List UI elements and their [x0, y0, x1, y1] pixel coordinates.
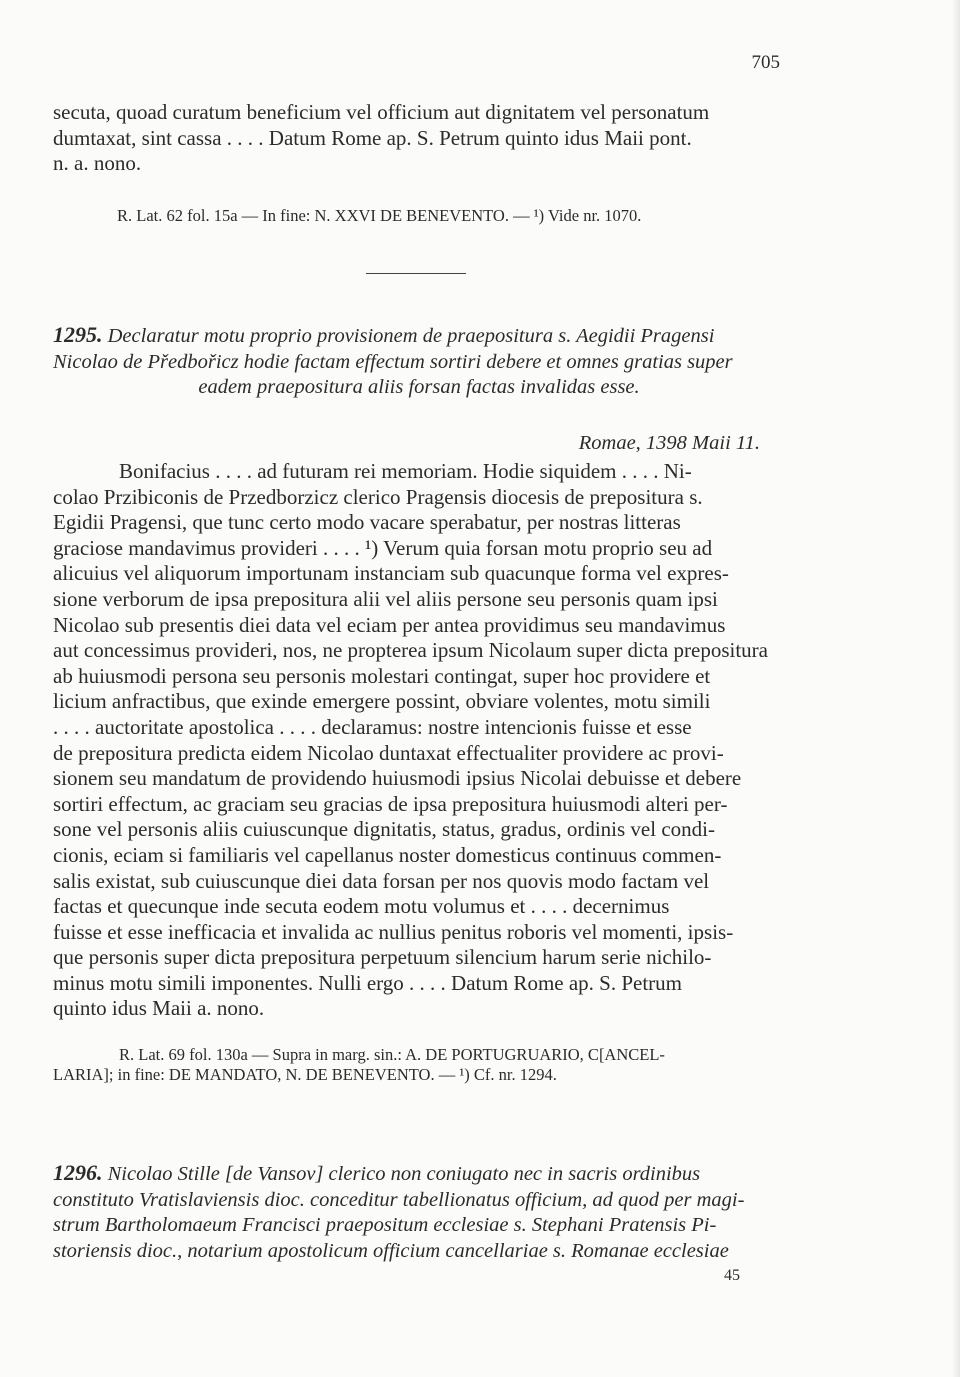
text-line: sortiri effectum, ac graciam seu gracias de ipsa prepositura huiusmodi alteri per-	[53, 791, 728, 816]
text-line: sone vel personis aliis cuiuscunque dignitatis, status, gradus, ordinis vel condi-	[53, 817, 715, 842]
signature-mark: 45	[724, 1267, 740, 1284]
text-line: Bonifacius . . . . ad futuram rei memoriam. Hodie siquidem . . . . Ni-	[119, 459, 692, 483]
entry-1296-heading	[53, 1160, 785, 1264]
text-line: factas et quecunque inde secuta eodem motu volumus et . . . . decernimus	[53, 894, 670, 919]
text-line: sione verborum de ipsa prepositura alii vel aliis persone seu personis quam ipsi	[53, 586, 718, 611]
heading-text: Declaratur motu proprio provisionem de praepositura s. Aegidii Pragensi	[107, 325, 715, 347]
source-reference: R. Lat. 62 fol. 15a — In fine: N. XXVI DE BENEVENTO. — ¹) Vide nr. 1070.	[117, 206, 642, 225]
heading-line: storiensis dioc., notarium apostolicum officium cancellariae s. Romanae ecclesiae	[53, 1239, 729, 1262]
heading-text: Nicolao Stille [de Vansov] clerico non coniugato nec in sacris ordinibus	[107, 1163, 701, 1185]
section-divider	[366, 273, 466, 274]
text-line: cionis, eciam si familiaris vel capellanus noster domesticus continuus commen-	[53, 842, 722, 867]
page-edge-shadow	[952, 0, 960, 1377]
text-line: Egidii Pragensi, que tunc certo modo vacare sperabatur, per nostras litteras	[53, 510, 681, 535]
text-line: minus motu simili imponentes. Nulli ergo . . . . Datum Rome ap. S. Petrum	[53, 970, 683, 995]
text-line: licium anfractibus, que exinde emergere possint, obviare volentes, motu simili	[53, 689, 711, 714]
entry-1295-body	[53, 459, 785, 1022]
text-line: graciose mandavimus provideri . . . . ¹) Verum quia forsan motu proprio seu ad	[53, 535, 713, 560]
text-line: salis existat, sub cuiuscunque diei data forsan per nos quovis modo factam vel	[53, 868, 710, 893]
text-line: . . . . auctoritate apostolica . . . . declaramus: nostre intencionis fuisse et esse	[53, 714, 692, 739]
continuation-text	[53, 100, 785, 177]
entry-number: 1295.	[53, 322, 103, 347]
text-line: secuta, quoad curatum beneficium vel officium aut dignitatem vel personatum	[53, 100, 710, 124]
reference-line: R. Lat. 69 fol. 130a — Supra in marg. sin.: A. DE PORTUGRUARIO, C[ANCEL-	[119, 1045, 665, 1064]
text-line: sionem seu mandatum de providendo huiusmodi ipsius Nicolai debuisse et debere	[53, 766, 742, 791]
text-line: alicuius vel aliquorum importunam instanciam sub quacunque forma vel expres-	[53, 561, 729, 586]
text-line: aut concessimus provideri, nos, ne propterea ipsum Nicolaum super dicta prepositura	[53, 638, 768, 663]
text-line: colao Przibiconis de Przedborzicz clerico Pragensis diocesis de prepositura s.	[53, 484, 703, 509]
entry-date: Romae, 1398 Maii 11.	[578, 432, 760, 454]
text-line: dumtaxat, sint cassa . . . . Datum Rome ap. S. Petrum quinto idus Maii pont.	[53, 125, 692, 150]
text-line: Nicolao sub presentis diei data vel eciam per antea providimus seu mandavimus	[53, 612, 726, 637]
heading-line: eadem praepositura aliis forsan factas invalidas esse.	[198, 376, 640, 398]
text-line: n. a. nono.	[53, 151, 142, 176]
entry-number: 1296.	[53, 1160, 103, 1185]
text-line: fuisse et esse inefficacia et invalida ac nullius penitus roboris vel momenti, ipsis-	[53, 919, 734, 944]
reference-line: LARIA]; in fine: DE MANDATO, N. DE BENEVENTO. — ¹) Cf. nr. 1294.	[53, 1065, 557, 1084]
heading-line: strum Bartholomaeum Francisci praepositum ecclesiae s. Stephani Pratensis Pi-	[53, 1214, 717, 1236]
page-number: 705	[751, 52, 780, 73]
heading-line: constituto Vratislaviensis dioc. conceditur tabellionatus officium, ad quod per magi-	[53, 1188, 745, 1211]
heading-line	[53, 1160, 785, 1188]
text-line: ab huiusmodi persona seu personis molestari contingat, super hoc providere et	[53, 663, 711, 688]
text-line: de prepositura predicta eidem Nicolao duntaxat effectualiter providere ac provi-	[53, 740, 724, 765]
entry-1295-reference	[53, 1045, 785, 1085]
entry-1295-heading	[53, 322, 785, 401]
text-line: que personis super dicta prepositura perpetuum silencium harum serie nichilo-	[53, 945, 712, 970]
text-line: quinto idus Maii a. nono.	[53, 996, 265, 1021]
heading-line	[53, 322, 785, 350]
heading-line: Nicolao de Předbořicz hodie factam effectum sortiri debere et omnes gratias super	[53, 350, 733, 373]
